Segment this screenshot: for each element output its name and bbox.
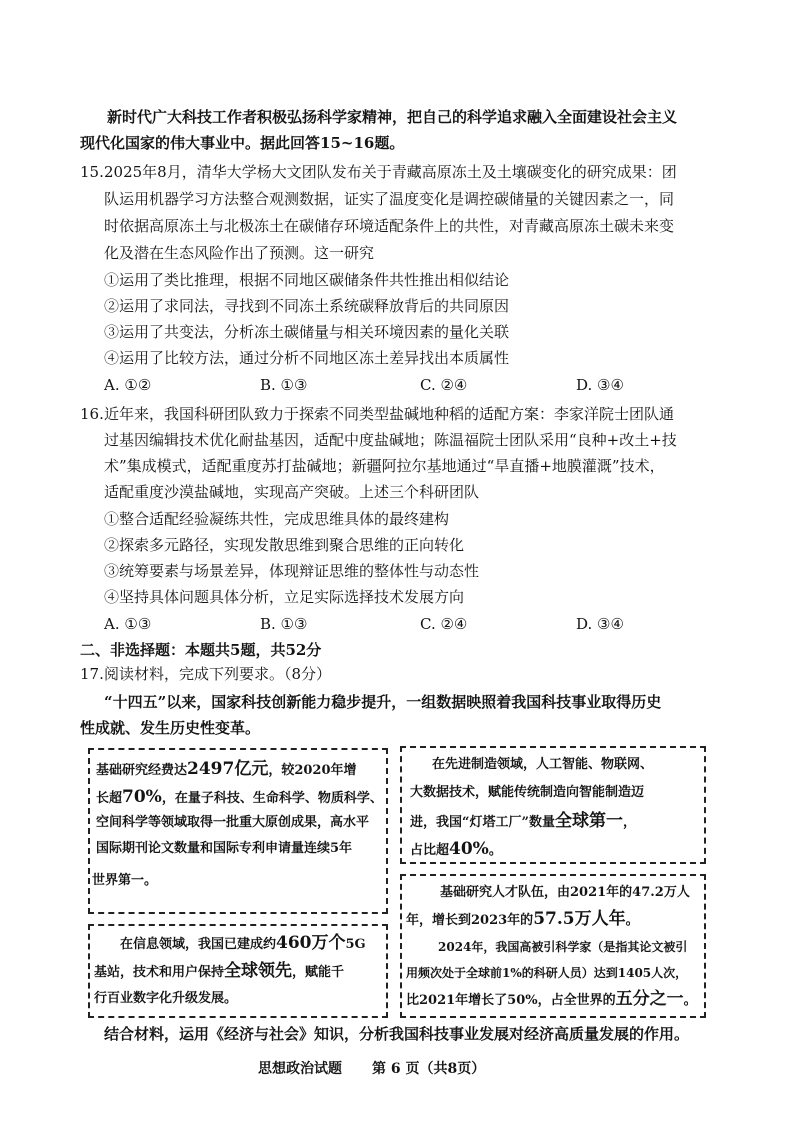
material-box-research-funding [88, 748, 388, 914]
q17-title: 阅读材料，完成下列要求。（8分） [104, 665, 332, 683]
q15-number: 15. [80, 163, 104, 181]
box4-line: 年，增长到2023年的57.5万人年。 [406, 909, 639, 929]
q17-material-line: 性成就、发生历史性变革。 [80, 719, 261, 737]
q17-requirement: 结合材料，运用《经济与社会》知识，分析我国科技事业发展对经济高质量发展的作用。 [104, 1025, 690, 1043]
q16-stem-line: 过基因编辑技术优化耐盐基因，适配中度盐碱地；陈温福院士团队采用“良种+改土+技 [104, 431, 677, 449]
q15-item-4: ④运用了比较方法，通过分析不同地区冻土差异找出本质属性 [104, 349, 510, 367]
q15-option-a[interactable]: A. ①② [104, 376, 152, 394]
box3-line: 在信息领域，我国已建成约460万个5G [120, 933, 366, 953]
box4-line: 用频次处于全球前1%的科研人员）达到1405人次， [406, 966, 688, 980]
material-box-talent [400, 874, 706, 1018]
q16-option-a[interactable]: A. ①③ [104, 615, 152, 633]
q16-option-d[interactable]: D. ③④ [576, 615, 624, 633]
box3-line: 行百业数字化升级发展。 [94, 991, 238, 1006]
q17-material-line: “十四五”以来，国家科技创新能力稳步提升，一组数据映照着我国科技事业取得历史 [104, 693, 662, 711]
q15-stem-line: 队运用机器学习方法整合观测数据，证实了温度变化是调控碳储量的关键因素之一，同 [104, 190, 675, 208]
q16-item-3: ③统筹要素与场景差异，体现辩证思维的整体性与动态性 [104, 562, 480, 580]
box1-line: 国际期刊论文数量和国际专利申请量连续5年 [96, 841, 353, 856]
box4-line: 基础研究人才队伍，由2021年的47.2万人 [440, 885, 690, 900]
footer-page-number: 第 6 页（共8页） [372, 1061, 486, 1077]
q15-item-3: ③运用了共变法，分析冻土碳储量与相关环境因素的量化关联 [104, 323, 510, 341]
box2-line: 在先进制造领域，人工智能、物联网、 [432, 757, 654, 772]
box3-line: 基站，技术和用户保持全球领先，赋能千 [94, 961, 345, 981]
intro-line-2: 现代化国家的伟大事业中。据此回答15~16题。 [80, 134, 405, 152]
intro-line-1: 新时代广大科技工作者积极弘扬科学家精神，把自己的科学追求融入全面建设社会主义 [107, 108, 678, 126]
box4-line: 2024年，我国高被引科学家（是指其论文被引 [438, 940, 688, 954]
box1-line: 长超70%，在量子科技、生命科学、物质科学、 [96, 787, 383, 807]
q16-number: 16. [80, 405, 104, 423]
q15-item-2: ②运用了求同法，寻找到不同冻土系统碳释放背后的共同原因 [104, 297, 510, 315]
q17-number: 17. [80, 665, 104, 683]
q16-item-1: ①整合适配经验凝练共性，完成思维具体的最终建构 [104, 510, 450, 528]
q15-options [0, 375, 800, 397]
q16-option-c[interactable]: C. ②④ [420, 615, 468, 633]
q16-item-4: ④坚持具体问题具体分析，立足实际选择技术发展方向 [104, 588, 465, 606]
footer-subject: 思想政治试题 [258, 1061, 342, 1077]
q16-options [0, 614, 800, 636]
box2-line: 占比超40%。 [410, 839, 502, 859]
material-box-manufacturing [400, 746, 706, 864]
box1-line: 空间科学等领域取得一批重大原创成果，高水平 [96, 815, 370, 830]
q16-stem-line: 适配重度沙漠盐碱地，实现高产突破。上述三个科研团队 [104, 483, 480, 501]
box2-line: 大数据技术，赋能传统制造向智能制造迈 [410, 785, 645, 800]
q15-option-d[interactable]: D. ③④ [576, 376, 624, 394]
box1-highlight: 世界第一。 [92, 873, 158, 888]
q16-stem-line: 近年来，我国科研团队致力于探索不同类型盐碱地种稻的适配方案：李家洋院士团队通 [104, 405, 675, 423]
q15-option-b[interactable]: B. ①③ [260, 376, 308, 394]
q16-item-2: ②探索多元路径，实现发散思维到聚合思维的正向转化 [104, 536, 465, 554]
material-box-information [88, 924, 388, 1018]
q15-option-c[interactable]: C. ②④ [420, 376, 468, 394]
box4-line: 比2021年增长了50%，占全世界的五分之一。 [406, 989, 697, 1009]
q16-option-b[interactable]: B. ①③ [260, 615, 308, 633]
q16-stem-line: 术”集成模式，适配重度苏打盐碱地；新疆阿拉尔基地通过“旱直播+地膜灌溉”技术， [104, 457, 665, 475]
q15-item-1: ①运用了类比推理，根据不同地区碳储条件共性推出相似结论 [104, 271, 510, 289]
q15-stem-line: 化及潜在生态风险作出了预测。这一研究 [104, 244, 375, 262]
box2-line: 进，我国“灯塔工厂”数量全球第一， [410, 811, 636, 831]
section-heading: 二、非选择题：本题共5题，共52分 [80, 641, 322, 659]
q15-stem-line: 2025年8月，清华大学杨大文团队发布关于青藏高原冻土及土壤碳变化的研究成果：团 [104, 163, 677, 181]
q15-stem-line: 时依据高原冻土与北极冻土在碳储存环境适配条件上的共性，对青藏高原冻土碳未来变 [104, 217, 675, 235]
box1-line: 基础研究经费达2497亿元，较2020年增 [96, 759, 357, 779]
